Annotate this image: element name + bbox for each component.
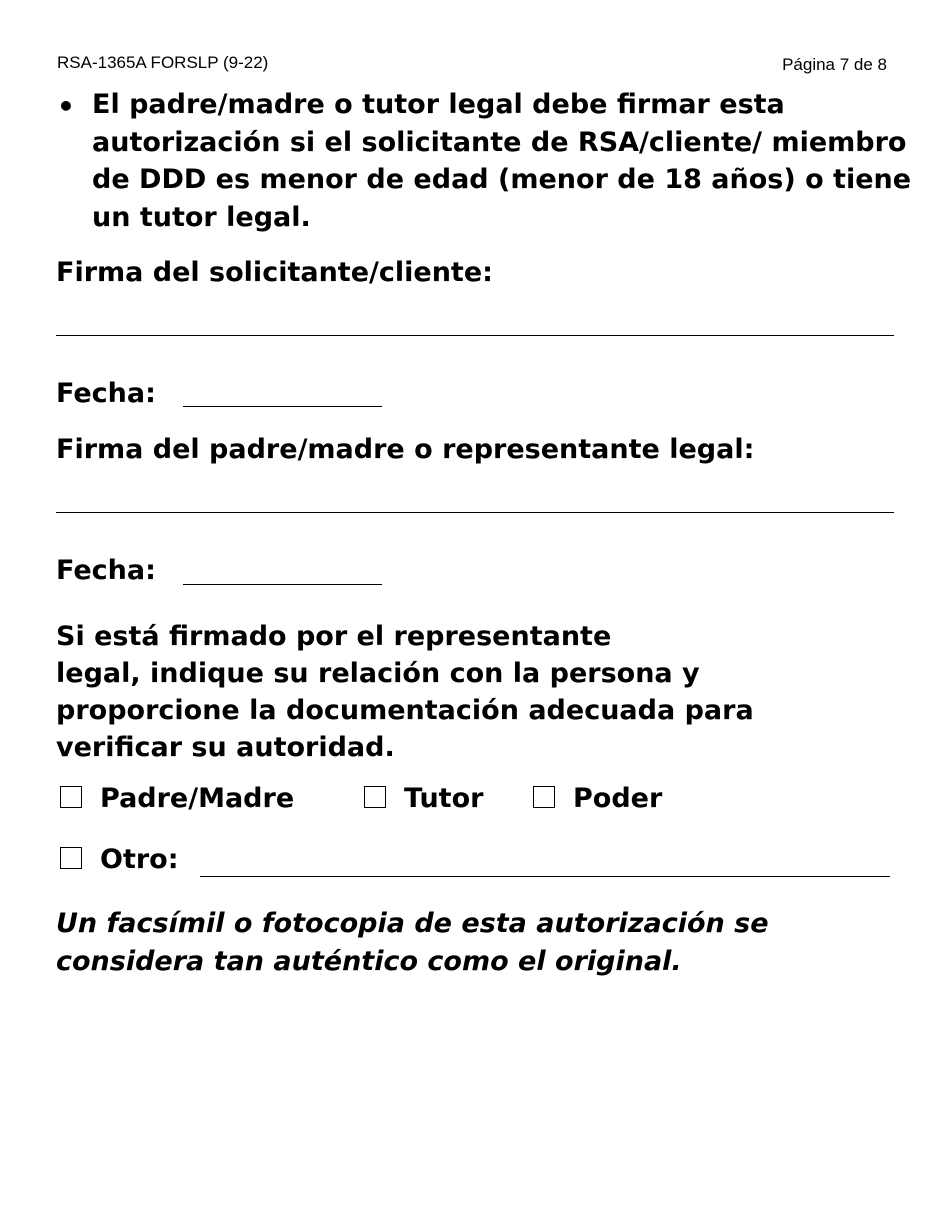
- guardian-instruction: El padre/madre o tutor legal debe firmar esta autorización si el solicitante de RSA/cliente/ miembro de DDD es menor de edad (menor de 18 años) o tiene un tutor legal.: [92, 89, 912, 233]
- applicant-date-field[interactable]: [183, 406, 382, 407]
- relationship-instruction-line-1: Si está firmado por el representante: [56, 621, 612, 652]
- bullet-icon: •: [57, 90, 75, 123]
- form-id: RSA-1365A FORSLP (9-22): [57, 53, 269, 72]
- facsimile-note-line-2: considera tan auténtico como el original.: [56, 946, 682, 977]
- applicant-date-label: Fecha:: [56, 378, 156, 409]
- applicant-signature-field[interactable]: [56, 335, 894, 336]
- parent-date-label: Fecha:: [56, 555, 156, 586]
- checkbox-padre-madre[interactable]: [60, 786, 82, 808]
- checkbox-label-poder: Poder: [573, 783, 663, 814]
- facsimile-note-line-1: Un facsímil o fotocopia de esta autorización se: [56, 908, 769, 939]
- relationship-instruction-line-4: verificar su autoridad.: [56, 732, 395, 763]
- parent-date-field[interactable]: [183, 584, 382, 585]
- page-number: Página 7 de 8: [782, 55, 887, 74]
- other-relationship-field[interactable]: [200, 876, 890, 877]
- applicant-signature-label: Firma del solicitante/cliente:: [56, 257, 493, 288]
- facsimile-note: [56, 905, 916, 981]
- checkbox-label-padre-madre: Padre/Madre: [100, 783, 295, 814]
- checkbox-tutor[interactable]: [364, 786, 386, 808]
- parent-signature-field[interactable]: [56, 512, 894, 513]
- parent-signature-label: Firma del padre/madre o representante legal:: [56, 434, 755, 465]
- checkbox-label-tutor: Tutor: [404, 783, 484, 814]
- checkbox-label-otro: Otro:: [100, 844, 179, 875]
- relationship-instruction-line-2: legal, indique su relación con la persona y: [56, 658, 700, 689]
- checkbox-otro[interactable]: [60, 847, 82, 869]
- checkbox-poder[interactable]: [533, 786, 555, 808]
- relationship-instruction-line-3: proporcione la documentación adecuada para: [56, 695, 754, 726]
